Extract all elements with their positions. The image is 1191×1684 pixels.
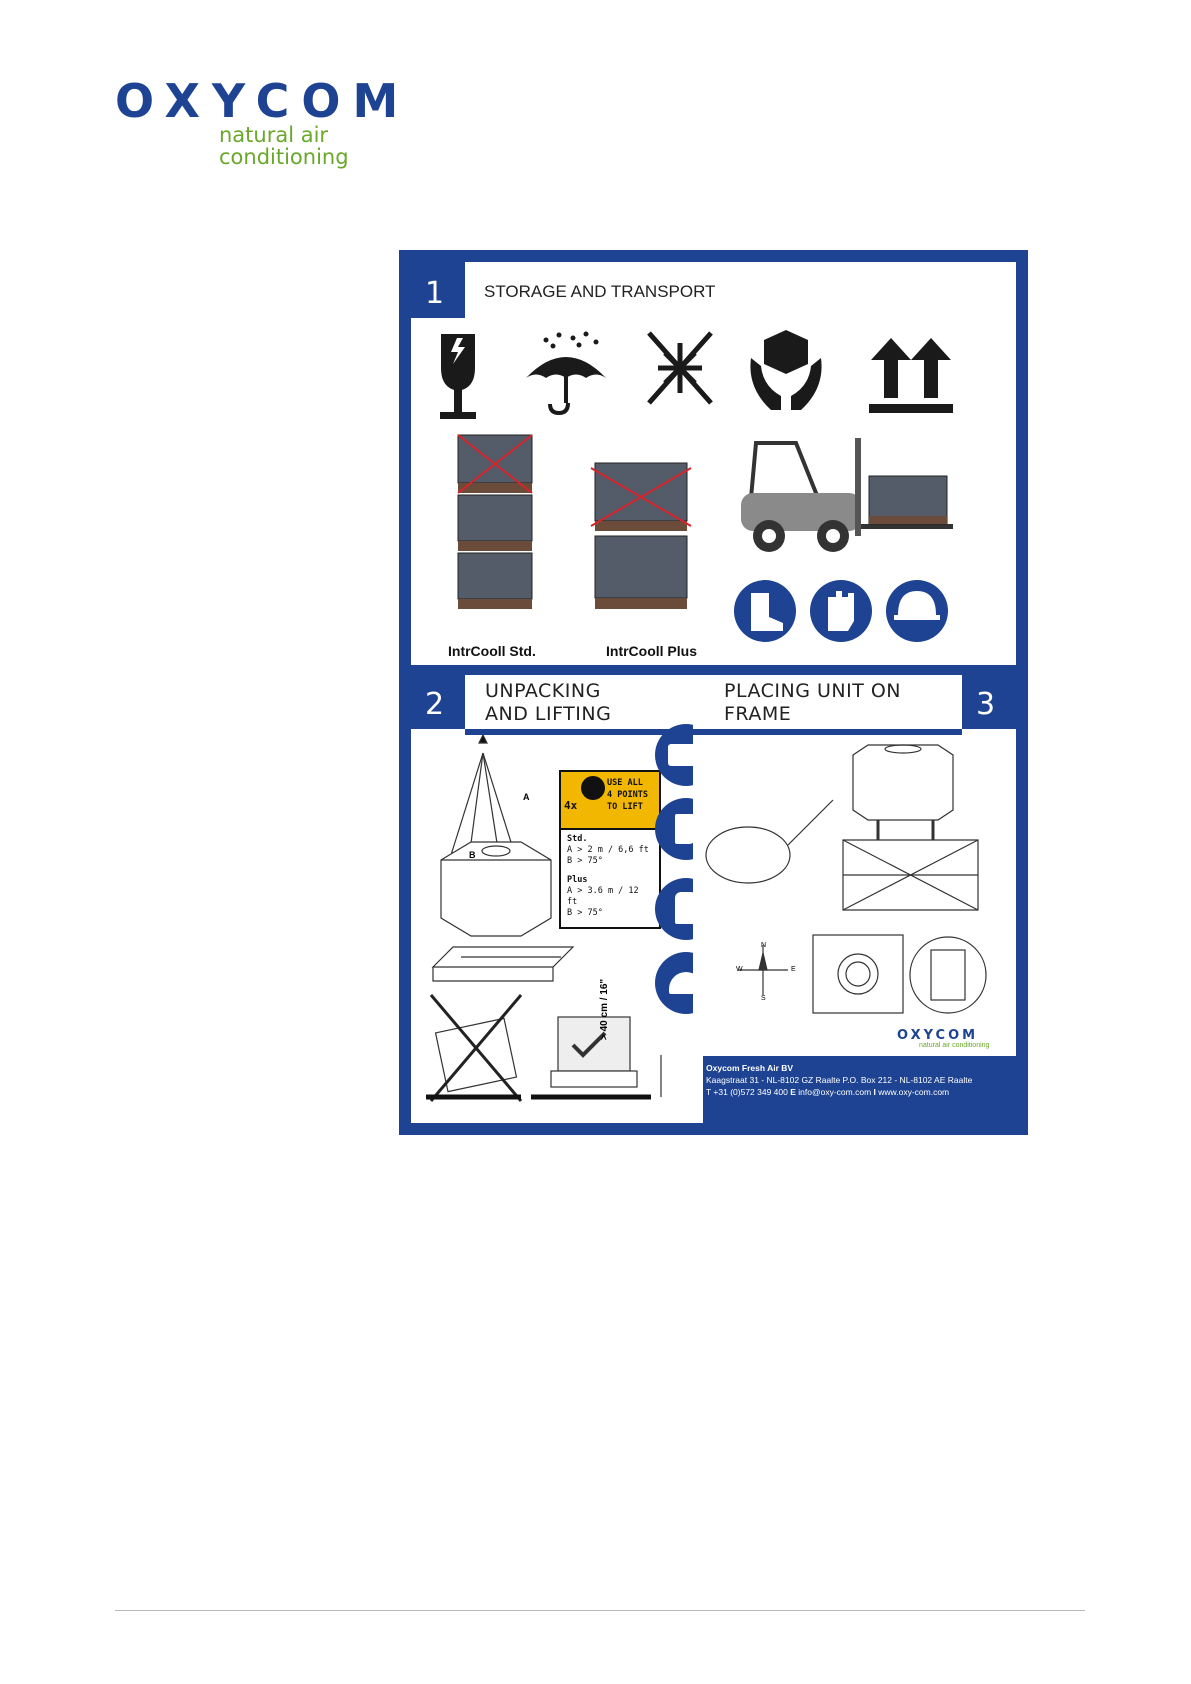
footer-email: info@oxy-com.com [798,1087,872,1097]
footer-phone: +31 (0)572 349 400 [713,1087,788,1097]
std-label: IntrCooll Std. [448,643,536,659]
instruction-sheet [399,250,1028,1135]
section-1-title: STORAGE AND TRANSPORT [484,282,716,301]
lifting-warning-banner [561,772,659,830]
section-2-title-line1: UNPACKING [485,680,601,702]
hard-hat-icon [886,580,948,642]
section-3-number: 3 [976,687,996,722]
section-3-title-line2: FRAME [724,703,792,725]
footer-contact: T +31 (0)572 349 400 E info@oxy-com.com I www.oxy-com.com [706,1087,950,1097]
keep-dry-icon [526,332,606,414]
plus-stack-illustration [591,463,691,609]
lifting-warning-card [559,770,661,929]
compass-w: W [736,966,743,973]
oxycom-logo [115,74,460,169]
compass-n: N [761,942,767,949]
plus-spec-a: A > 3.6 m / 12 ft [567,886,639,907]
warning-line2: 4 POINTS [607,790,648,800]
footer-web: www.oxy-com.com [878,1087,950,1097]
footer-address: Kaagstraat 31 - NL-8102 GZ Raalte P.O. Box 212 - NL-8102 AE Raalte [706,1075,973,1085]
safety-boots-icon [734,580,796,642]
sheet-logo-wordmark: OXYCOM [897,1028,979,1043]
plus-spec-b: B > 75° [567,908,603,918]
clearance-label: > 40 cm / 16" [599,978,610,1040]
warning-line3: TO LIFT [607,802,643,812]
handle-with-care-icon [750,330,821,410]
std-stack-illustration [458,435,532,609]
plus-label: IntrCooll Plus [606,643,697,659]
section-2-number: 2 [425,687,445,722]
forklift-illustration [741,438,953,552]
rope-label-a: A [523,792,530,802]
fragile-icon [440,334,476,419]
safety-gloves-icon [810,580,872,642]
frame-placement-illustrations [693,735,1016,1056]
this-way-up-icon [869,338,953,413]
section-1-number: 1 [425,276,445,311]
compass-s: S [761,995,766,1002]
hook-count: 4x [564,799,578,812]
section-3-title-line1: PLACING UNIT ON [724,680,902,702]
logo-tagline: natural air conditioning [219,123,349,169]
std-spec-head: Std. [567,834,588,844]
std-spec-a: A > 2 m / 6,6 ft [567,845,649,855]
rope-label-b: B [469,850,476,860]
footer-company: Oxycom Fresh Air BV [706,1063,794,1073]
storage-transport-illustrations [411,318,1016,665]
hook-icon [581,776,605,800]
plus-spec-head: Plus [567,875,588,885]
logo-wordmark: OXYCOM [115,74,411,128]
warning-line1: USE ALL [607,778,643,788]
std-spec-b: B > 75° [567,856,603,866]
no-frost-icon [649,333,711,403]
sheet-logo-tagline: natural air conditioning [919,1042,990,1049]
section-2-title-line2: AND LIFTING [485,703,612,725]
compass-e: E [791,966,796,973]
page-footer-rule [115,1610,1085,1611]
